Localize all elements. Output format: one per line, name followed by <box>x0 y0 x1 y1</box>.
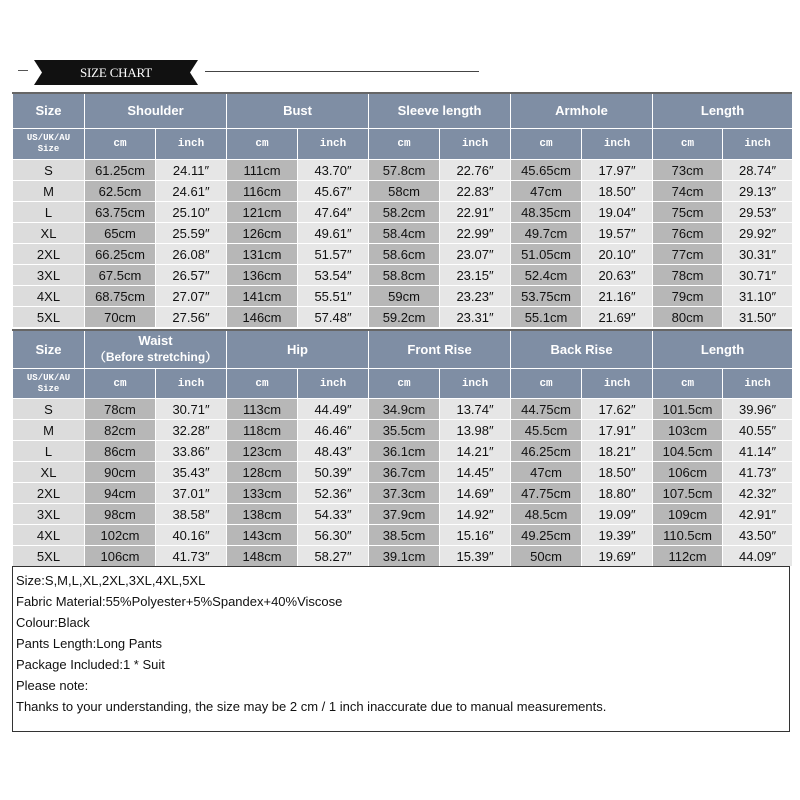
inch-cell: 22.99″ <box>440 223 511 244</box>
unit-cm: cm <box>653 369 723 399</box>
cm-cell: 106cm <box>85 546 156 567</box>
back-rise-header: Back Rise <box>511 330 653 369</box>
inch-cell: 41.14″ <box>723 441 793 462</box>
inch-cell: 42.32″ <box>723 483 793 504</box>
cm-cell: 131cm <box>227 244 298 265</box>
bust-header: Bust <box>227 93 369 129</box>
inch-cell: 48.43″ <box>298 441 369 462</box>
inch-cell: 41.73″ <box>723 462 793 483</box>
waist-title: Waist <box>138 333 173 348</box>
cm-cell: 90cm <box>85 462 156 483</box>
cm-cell: 36.7cm <box>369 462 440 483</box>
cm-cell: 138cm <box>227 504 298 525</box>
cm-cell: 67.5cm <box>85 265 156 286</box>
inch-cell: 33.86″ <box>156 441 227 462</box>
cm-cell: 103cm <box>653 420 723 441</box>
inch-cell: 29.13″ <box>723 181 793 202</box>
inch-cell: 14.21″ <box>440 441 511 462</box>
cm-cell: 141cm <box>227 286 298 307</box>
inch-cell: 15.16″ <box>440 525 511 546</box>
cm-cell: 66.25cm <box>85 244 156 265</box>
unit-cm: cm <box>227 369 298 399</box>
cm-cell: 48.35cm <box>511 202 582 223</box>
table-row <box>13 504 793 525</box>
unit-inch: inch <box>440 129 511 160</box>
inch-cell: 38.58″ <box>156 504 227 525</box>
cm-cell: 49.25cm <box>511 525 582 546</box>
cm-cell: 58.6cm <box>369 244 440 265</box>
inch-cell: 19.09″ <box>582 504 653 525</box>
cm-cell: 39.1cm <box>369 546 440 567</box>
unit-inch: inch <box>298 129 369 160</box>
inch-cell: 45.67″ <box>298 181 369 202</box>
inch-cell: 31.10″ <box>723 286 793 307</box>
inch-cell: 56.30″ <box>298 525 369 546</box>
bottom-unit-row <box>13 369 793 399</box>
inch-cell: 49.61″ <box>298 223 369 244</box>
inch-cell: 23.15″ <box>440 265 511 286</box>
size-cell: L <box>13 441 85 462</box>
unit-inch: inch <box>156 129 227 160</box>
inch-cell: 22.91″ <box>440 202 511 223</box>
inch-cell: 44.49″ <box>298 399 369 420</box>
cm-cell: 116cm <box>227 181 298 202</box>
cm-cell: 49.7cm <box>511 223 582 244</box>
cm-cell: 46.25cm <box>511 441 582 462</box>
top-unit-row <box>13 129 793 160</box>
size-cell: 2XL <box>13 483 85 504</box>
table-row <box>13 525 793 546</box>
table-row <box>13 441 793 462</box>
inch-cell: 55.51″ <box>298 286 369 307</box>
cm-cell: 58.8cm <box>369 265 440 286</box>
inch-cell: 19.69″ <box>582 546 653 567</box>
cm-cell: 79cm <box>653 286 723 307</box>
unit-cm: cm <box>85 369 156 399</box>
title-dash <box>18 70 28 71</box>
cm-cell: 37.3cm <box>369 483 440 504</box>
inch-cell: 18.21″ <box>582 441 653 462</box>
inch-cell: 23.23″ <box>440 286 511 307</box>
unit-cm: cm <box>85 129 156 160</box>
size-chart-title-bar <box>0 52 800 92</box>
unit-cm: cm <box>511 129 582 160</box>
hip-header: Hip <box>227 330 369 369</box>
size-cell: L <box>13 202 85 223</box>
inch-cell: 25.10″ <box>156 202 227 223</box>
inch-cell: 17.91″ <box>582 420 653 441</box>
inch-cell: 29.92″ <box>723 223 793 244</box>
inch-cell: 18.80″ <box>582 483 653 504</box>
inch-cell: 27.07″ <box>156 286 227 307</box>
inch-cell: 43.70″ <box>298 160 369 181</box>
cm-cell: 63.75cm <box>85 202 156 223</box>
cm-cell: 57.8cm <box>369 160 440 181</box>
size-region-line2: Size <box>37 144 60 154</box>
note-pants-length: Pants Length:Long Pants <box>16 636 163 651</box>
size-cell: 4XL <box>13 525 85 546</box>
inch-cell: 53.54″ <box>298 265 369 286</box>
cm-cell: 136cm <box>227 265 298 286</box>
cm-cell: 118cm <box>227 420 298 441</box>
cm-cell: 50cm <box>511 546 582 567</box>
size-cell: 5XL <box>13 546 85 567</box>
cm-cell: 77cm <box>653 244 723 265</box>
note-colour: Colour:Black <box>16 615 90 630</box>
bottom-table-border <box>12 329 792 331</box>
table-row <box>13 546 793 567</box>
inch-cell: 19.04″ <box>582 202 653 223</box>
inch-cell: 58.27″ <box>298 546 369 567</box>
cm-cell: 80cm <box>653 307 723 328</box>
inch-cell: 18.50″ <box>582 181 653 202</box>
cm-cell: 111cm <box>227 160 298 181</box>
cm-cell: 48.5cm <box>511 504 582 525</box>
cm-cell: 59cm <box>369 286 440 307</box>
cm-cell: 94cm <box>85 483 156 504</box>
table-row <box>13 181 793 202</box>
size-cell: 5XL <box>13 307 85 328</box>
inch-cell: 30.71″ <box>156 399 227 420</box>
cm-cell: 109cm <box>653 504 723 525</box>
cm-cell: 121cm <box>227 202 298 223</box>
note-please-note: Please note: <box>16 678 89 693</box>
cm-cell: 98cm <box>85 504 156 525</box>
inch-cell: 22.76″ <box>440 160 511 181</box>
cm-cell: 35.5cm <box>369 420 440 441</box>
inch-cell: 29.53″ <box>723 202 793 223</box>
cm-cell: 65cm <box>85 223 156 244</box>
inch-cell: 15.39″ <box>440 546 511 567</box>
top-table-border <box>12 92 792 94</box>
table-row <box>13 160 793 181</box>
cm-cell: 73cm <box>653 160 723 181</box>
inch-cell: 39.96″ <box>723 399 793 420</box>
cm-cell: 148cm <box>227 546 298 567</box>
inch-cell: 20.63″ <box>582 265 653 286</box>
unit-inch: inch <box>582 129 653 160</box>
pants-length-header: Length <box>653 330 793 369</box>
cm-cell: 106cm <box>653 462 723 483</box>
table-row <box>13 399 793 420</box>
inch-cell: 26.08″ <box>156 244 227 265</box>
size-cell: S <box>13 399 85 420</box>
size-header: Size <box>13 93 85 129</box>
cm-cell: 61.25cm <box>85 160 156 181</box>
inch-cell: 47.64″ <box>298 202 369 223</box>
inch-cell: 23.31″ <box>440 307 511 328</box>
cm-cell: 143cm <box>227 525 298 546</box>
inch-cell: 25.59″ <box>156 223 227 244</box>
cm-cell: 101.5cm <box>653 399 723 420</box>
cm-cell: 107.5cm <box>653 483 723 504</box>
size-region-label <box>13 129 85 160</box>
cm-cell: 74cm <box>653 181 723 202</box>
inch-cell: 27.56″ <box>156 307 227 328</box>
cm-cell: 102cm <box>85 525 156 546</box>
cm-cell: 78cm <box>653 265 723 286</box>
cm-cell: 55.1cm <box>511 307 582 328</box>
unit-cm: cm <box>227 129 298 160</box>
armhole-header: Armhole <box>511 93 653 129</box>
size-cell: 2XL <box>13 244 85 265</box>
inch-cell: 17.62″ <box>582 399 653 420</box>
cm-cell: 110.5cm <box>653 525 723 546</box>
cm-cell: 58.4cm <box>369 223 440 244</box>
inch-cell: 37.01″ <box>156 483 227 504</box>
size-cell: 3XL <box>13 265 85 286</box>
cm-cell: 34.9cm <box>369 399 440 420</box>
inch-cell: 26.57″ <box>156 265 227 286</box>
table-row <box>13 307 793 328</box>
note-disclaimer: Thanks to your understanding, the size may be 2 cm / 1 inch inaccurate due to manual measurements. <box>16 699 607 714</box>
inch-cell: 20.10″ <box>582 244 653 265</box>
inch-cell: 17.97″ <box>582 160 653 181</box>
inch-cell: 43.50″ <box>723 525 793 546</box>
inch-cell: 35.43″ <box>156 462 227 483</box>
unit-inch: inch <box>723 129 793 160</box>
product-notes <box>12 566 790 732</box>
cm-cell: 86cm <box>85 441 156 462</box>
inch-cell: 14.45″ <box>440 462 511 483</box>
top-header-row <box>13 93 793 129</box>
inch-cell: 51.57″ <box>298 244 369 265</box>
unit-inch: inch <box>298 369 369 399</box>
unit-cm: cm <box>653 129 723 160</box>
inch-cell: 18.50″ <box>582 462 653 483</box>
inch-cell: 41.73″ <box>156 546 227 567</box>
inch-cell: 44.09″ <box>723 546 793 567</box>
inch-cell: 13.98″ <box>440 420 511 441</box>
table-row <box>13 265 793 286</box>
cm-cell: 58cm <box>369 181 440 202</box>
cm-cell: 38.5cm <box>369 525 440 546</box>
front-rise-header: Front Rise <box>369 330 511 369</box>
inch-cell: 52.36″ <box>298 483 369 504</box>
size-chart-title: SIZE CHART <box>80 65 152 80</box>
cm-cell: 82cm <box>85 420 156 441</box>
table-row <box>13 462 793 483</box>
inch-cell: 22.83″ <box>440 181 511 202</box>
cm-cell: 128cm <box>227 462 298 483</box>
table-row <box>13 244 793 265</box>
cm-cell: 104.5cm <box>653 441 723 462</box>
size-region-line2: Size <box>37 383 60 394</box>
inch-cell: 21.69″ <box>582 307 653 328</box>
cm-cell: 59.2cm <box>369 307 440 328</box>
size-cell: S <box>13 160 85 181</box>
unit-inch: inch <box>156 369 227 399</box>
cm-cell: 75cm <box>653 202 723 223</box>
cm-cell: 112cm <box>653 546 723 567</box>
size-region-label <box>13 369 85 399</box>
cm-cell: 53.75cm <box>511 286 582 307</box>
cm-cell: 44.75cm <box>511 399 582 420</box>
cm-cell: 37.9cm <box>369 504 440 525</box>
table-row <box>13 286 793 307</box>
inch-cell: 46.46″ <box>298 420 369 441</box>
inch-cell: 32.28″ <box>156 420 227 441</box>
inch-cell: 30.71″ <box>723 265 793 286</box>
cm-cell: 126cm <box>227 223 298 244</box>
cm-cell: 47cm <box>511 462 582 483</box>
inch-cell: 24.61″ <box>156 181 227 202</box>
inch-cell: 23.07″ <box>440 244 511 265</box>
inch-cell: 40.16″ <box>156 525 227 546</box>
cm-cell: 45.65cm <box>511 160 582 181</box>
cm-cell: 133cm <box>227 483 298 504</box>
inch-cell: 28.74″ <box>723 160 793 181</box>
cm-cell: 78cm <box>85 399 156 420</box>
inch-cell: 40.55″ <box>723 420 793 441</box>
size-cell: M <box>13 420 85 441</box>
size-cell: XL <box>13 223 85 244</box>
table-row <box>13 483 793 504</box>
cm-cell: 45.5cm <box>511 420 582 441</box>
cm-cell: 58.2cm <box>369 202 440 223</box>
unit-inch: inch <box>582 369 653 399</box>
sleeve-length-header: Sleeve length <box>369 93 511 129</box>
inch-cell: 57.48″ <box>298 307 369 328</box>
note-fabric: Fabric Material:55%Polyester+5%Spandex+40%Viscose <box>16 594 343 609</box>
waist-header <box>85 330 227 369</box>
unit-cm: cm <box>511 369 582 399</box>
inch-cell: 13.74″ <box>440 399 511 420</box>
size-region-line1: US/UK/AU <box>26 133 71 143</box>
note-package: Package Included:1 * Suit <box>16 657 165 672</box>
inch-cell: 14.92″ <box>440 504 511 525</box>
size-chart-banner <box>34 60 198 85</box>
size-header: Size <box>13 330 85 369</box>
top-size-table <box>12 92 793 328</box>
cm-cell: 62.5cm <box>85 181 156 202</box>
table-row <box>13 420 793 441</box>
cm-cell: 52.4cm <box>511 265 582 286</box>
cm-cell: 146cm <box>227 307 298 328</box>
size-region-line1: US/UK/AU <box>26 372 71 383</box>
top-length-header: Length <box>653 93 793 129</box>
cm-cell: 76cm <box>653 223 723 244</box>
inch-cell: 42.91″ <box>723 504 793 525</box>
inch-cell: 31.50″ <box>723 307 793 328</box>
table-row <box>13 223 793 244</box>
unit-cm: cm <box>369 129 440 160</box>
unit-cm: cm <box>369 369 440 399</box>
cm-cell: 51.05cm <box>511 244 582 265</box>
unit-inch: inch <box>723 369 793 399</box>
bottom-size-table <box>12 329 793 567</box>
table-row <box>13 202 793 223</box>
inch-cell: 30.31″ <box>723 244 793 265</box>
size-cell: M <box>13 181 85 202</box>
inch-cell: 54.33″ <box>298 504 369 525</box>
cm-cell: 47cm <box>511 181 582 202</box>
note-sizes: Size:S,M,L,XL,2XL,3XL,4XL,5XL <box>16 573 206 588</box>
cm-cell: 70cm <box>85 307 156 328</box>
bottom-header-row <box>13 330 793 369</box>
cm-cell: 68.75cm <box>85 286 156 307</box>
size-cell: 3XL <box>13 504 85 525</box>
shoulder-header: Shoulder <box>85 93 227 129</box>
size-cell: 4XL <box>13 286 85 307</box>
title-rule <box>205 71 479 72</box>
cm-cell: 123cm <box>227 441 298 462</box>
inch-cell: 14.69″ <box>440 483 511 504</box>
inch-cell: 19.57″ <box>582 223 653 244</box>
cm-cell: 113cm <box>227 399 298 420</box>
inch-cell: 24.11″ <box>156 160 227 181</box>
size-cell: XL <box>13 462 85 483</box>
inch-cell: 50.39″ <box>298 462 369 483</box>
cm-cell: 36.1cm <box>369 441 440 462</box>
waist-subtitle: （Before stretching） <box>93 350 218 364</box>
unit-inch: inch <box>440 369 511 399</box>
inch-cell: 19.39″ <box>582 525 653 546</box>
cm-cell: 47.75cm <box>511 483 582 504</box>
inch-cell: 21.16″ <box>582 286 653 307</box>
